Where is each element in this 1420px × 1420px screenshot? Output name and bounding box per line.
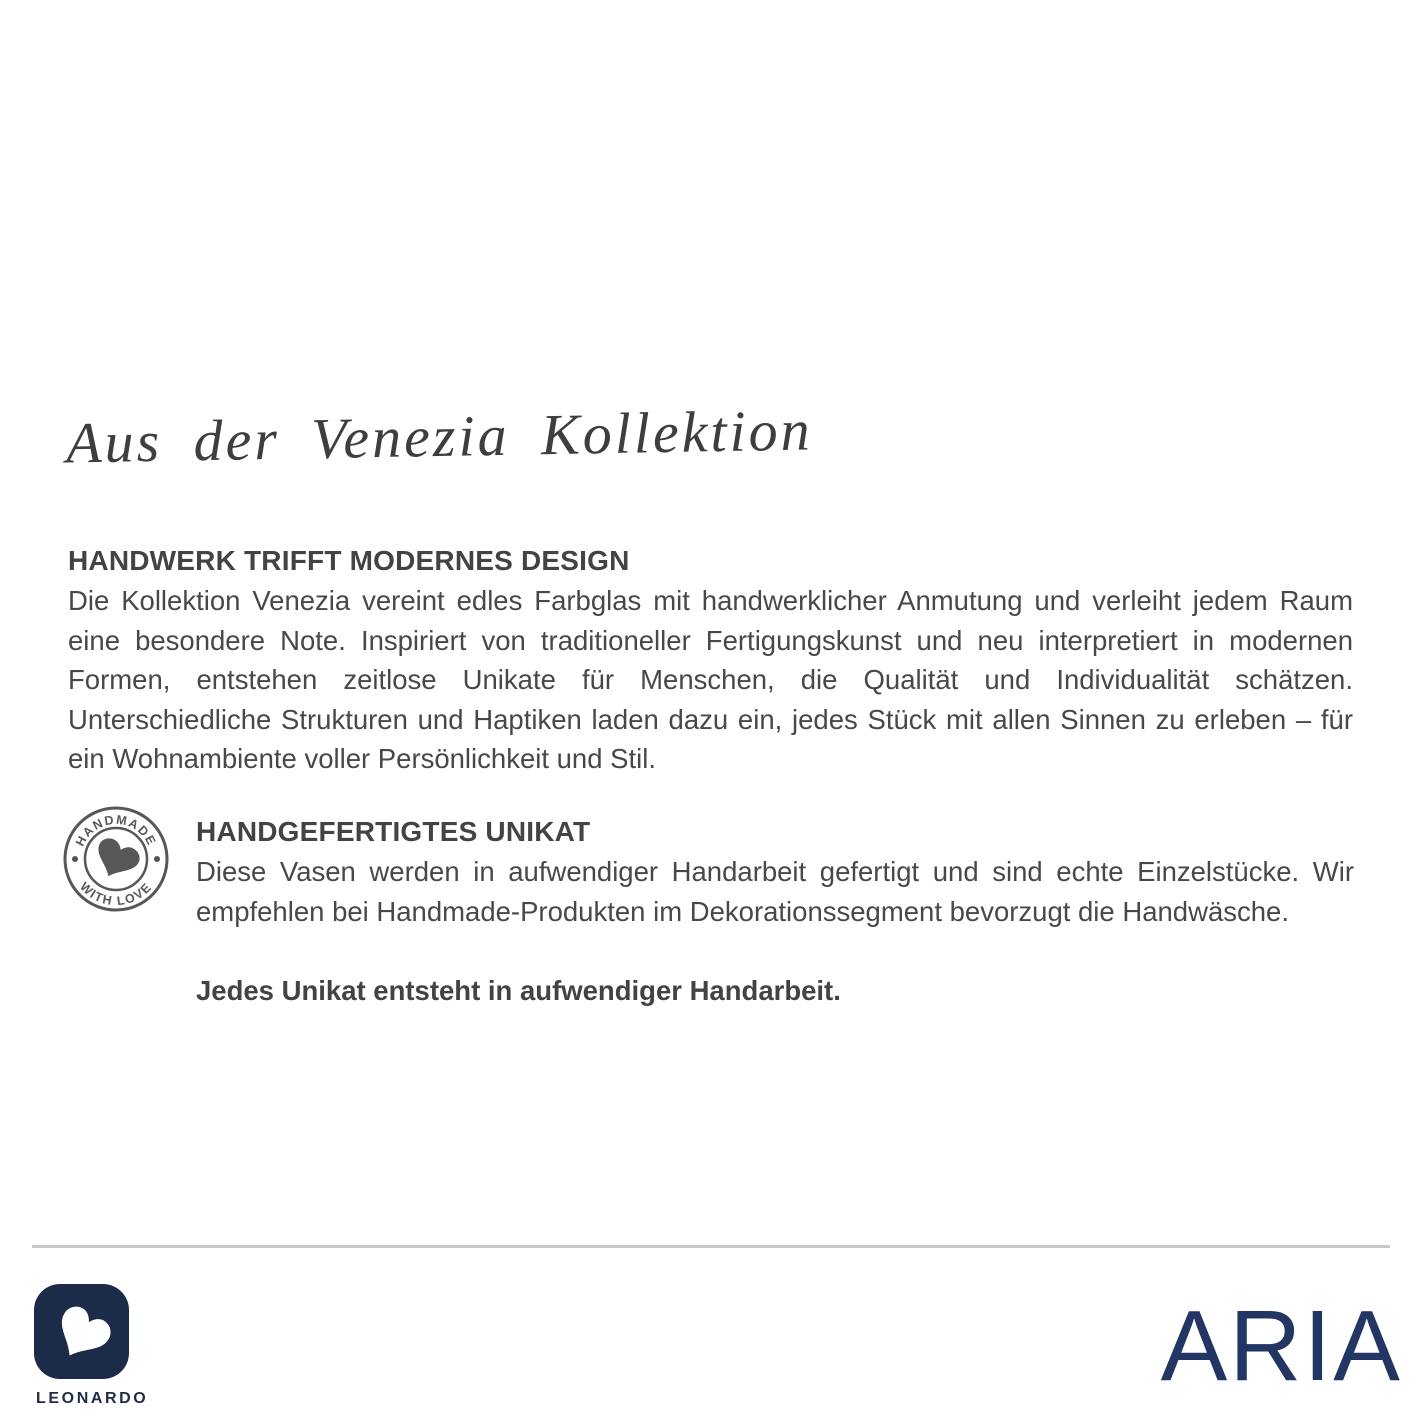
section-heading-unikat: HANDGEFERTIGTES UNIKAT	[196, 816, 591, 847]
section-handwerk	[68, 541, 1353, 779]
section-unikat	[196, 812, 1354, 1007]
heart-icon	[89, 835, 143, 885]
handmade-badge	[61, 804, 171, 914]
leonardo-logo-mark	[33, 1283, 130, 1380]
section-heading-handwerk: HANDWERK TRIFFT MODERNES DESIGN	[68, 545, 630, 576]
emphasis-line: Jedes Unikat entsteht in aufwendiger Handarbeit.	[196, 975, 841, 1006]
divider	[32, 1245, 1390, 1248]
badge-right-dot	[154, 856, 160, 862]
badge-left-dot	[72, 856, 78, 862]
badge-bottom-text: WITH LOVE	[77, 879, 155, 909]
collection-name: ARIA	[1160, 1290, 1402, 1402]
badge-top-text: HANDMADE	[72, 812, 160, 849]
leonardo-logo	[33, 1283, 130, 1380]
section-body-handwerk: Die Kollektion Venezia vereint edles Farbglas mit handwerklicher Anmutung und verleiht jedem Raum eine besondere Note. Inspiriert von traditioneller Fertigungskunst und neu interpretiert in modernen Formen, entstehen zeitlose Unikate für Menschen, die Qualität und Individualität schätzen. Unterschiedliche Strukturen und Haptiken laden dazu ein, jedes Stück mit allen Sinnen zu erleben – für ein Wohnambiente voller Persönlichkeit und Stil.	[68, 585, 1353, 774]
collection-title: Aus der Venezia Kollektion	[65, 397, 814, 476]
handmade-with-love-stamp	[61, 804, 171, 914]
section-body-unikat: Diese Vasen werden in aufwendiger Handarbeit gefertigt und sind echte Einzelstücke. Wir empfehlen bei Handmade-Produkten im Dekorationssegment bevorzugt die Handwäsche.	[196, 856, 1354, 927]
brand-name: LEONARDO	[36, 1390, 149, 1407]
